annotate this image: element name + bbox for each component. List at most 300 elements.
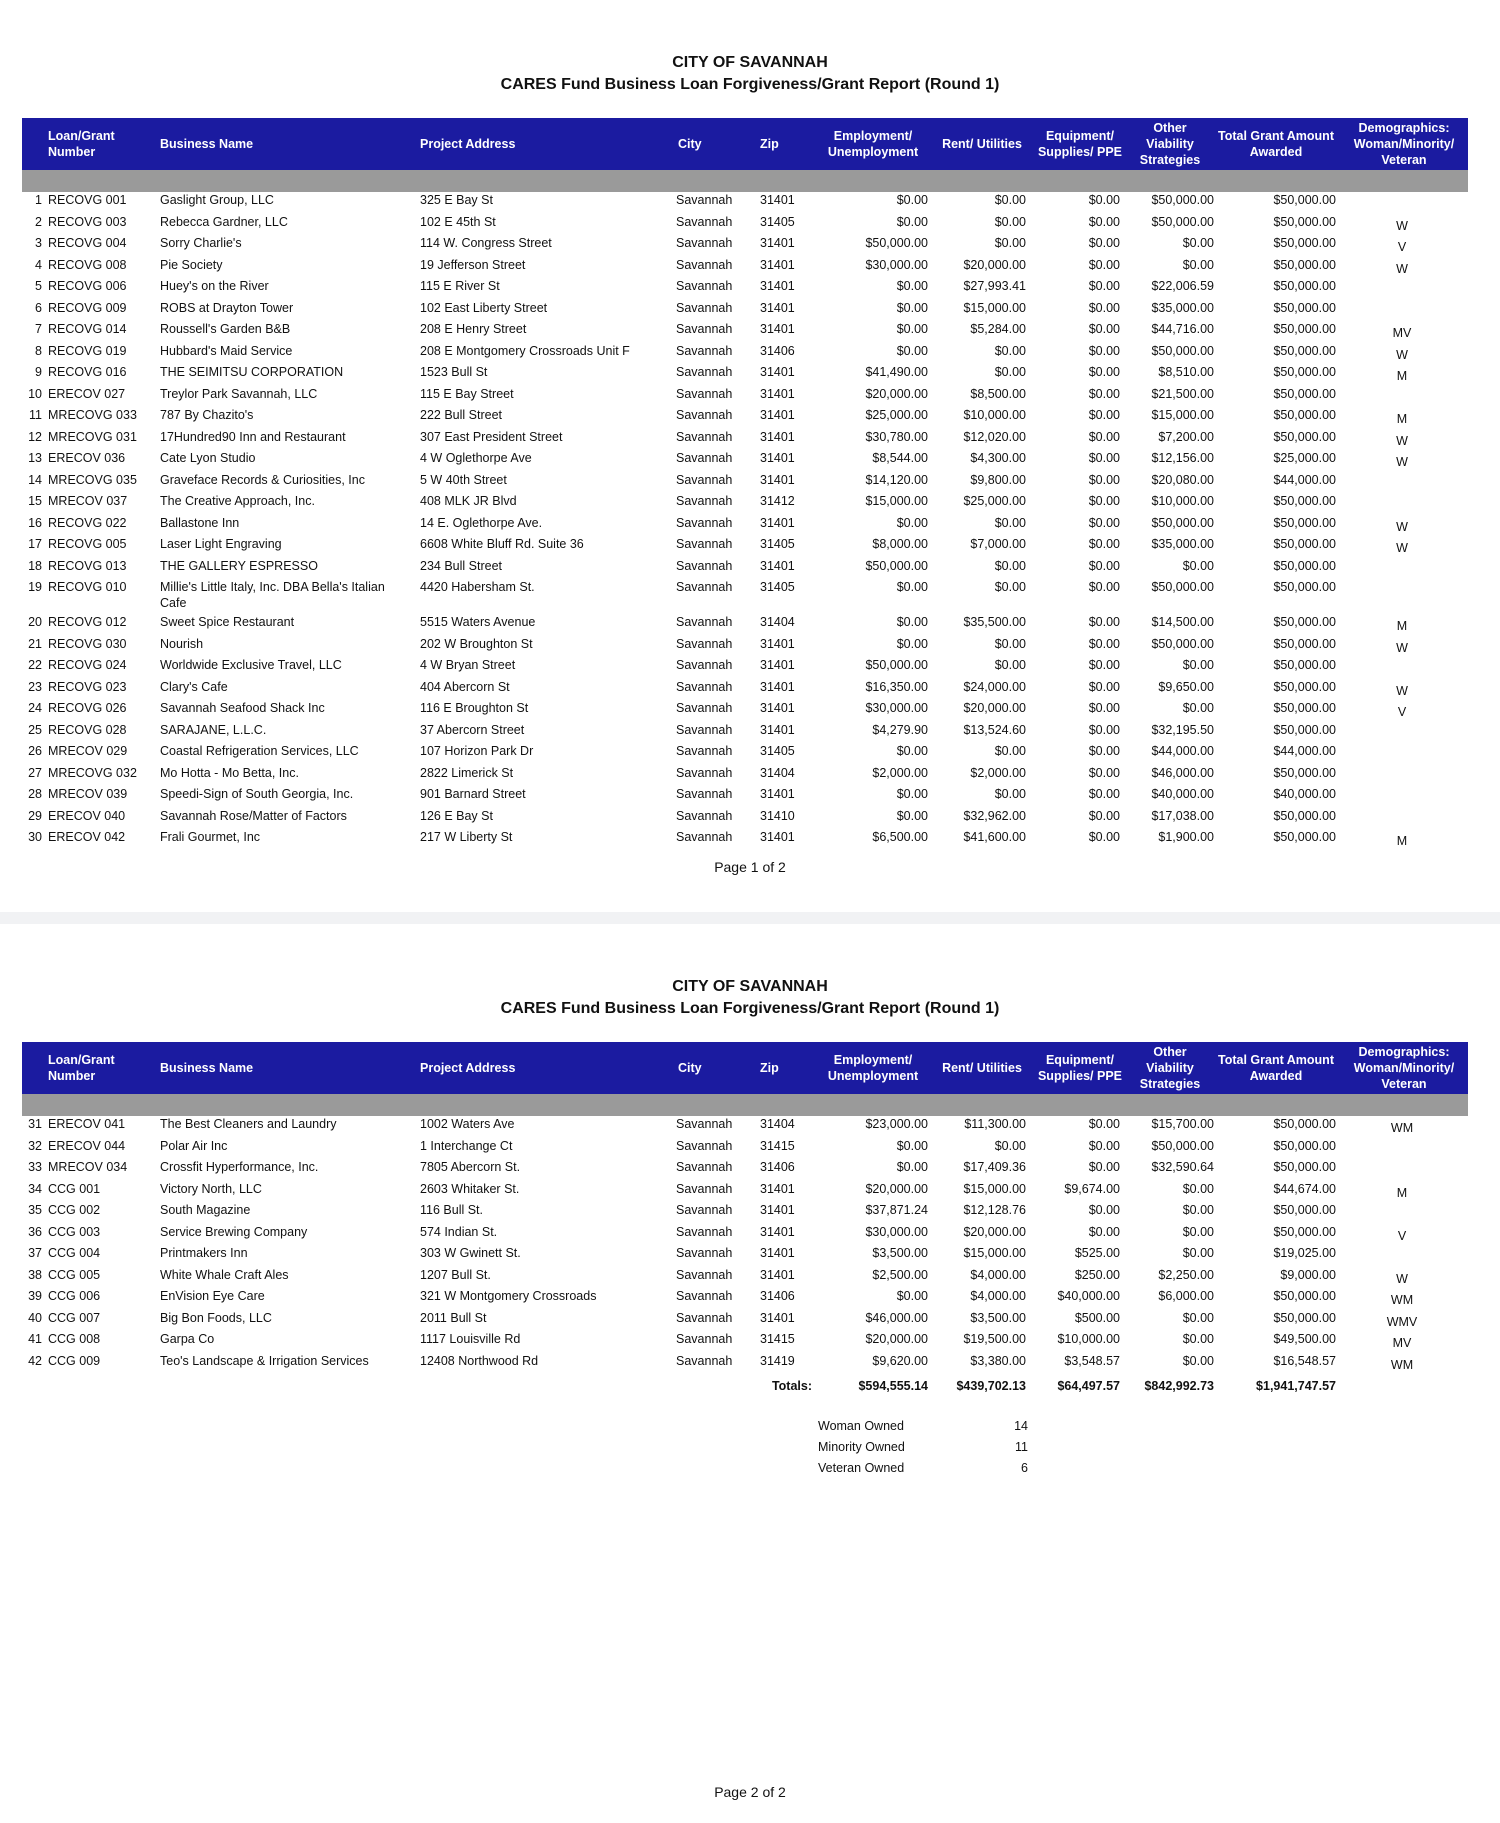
row-number: 28 — [28, 787, 42, 801]
project-address: 115 E Bay Street — [420, 386, 514, 401]
city: Savannah — [676, 472, 733, 487]
demographics: V — [1397, 705, 1407, 719]
business-name: Big Bon Foods, LLC — [160, 1310, 272, 1325]
project-address: 408 MLK JR Blvd — [420, 494, 517, 508]
equipment-amount: $0.00 — [1088, 236, 1120, 250]
employment-amount: $4,279.90 — [872, 722, 928, 737]
total-amount: $40,000.00 — [1273, 787, 1336, 801]
employment-amount: $2,500.00 — [872, 1267, 928, 1282]
equipment-amount: $0.00 — [1088, 386, 1120, 401]
project-address: 19 Jefferson Street — [420, 257, 526, 272]
city: Savannah — [676, 343, 733, 358]
employment-amount: $0.00 — [896, 300, 928, 315]
total-amount: $50,000.00 — [1273, 429, 1336, 444]
rent-amount: $27,993.41 — [963, 279, 1026, 293]
business-name: Polar Air Inc — [160, 1138, 228, 1153]
table-row — [0, 278, 1500, 300]
zip: 31405 — [760, 214, 795, 229]
other-amount: $0.00 — [1182, 1203, 1214, 1217]
demographics: W — [1396, 683, 1408, 698]
equipment-amount: $0.00 — [1088, 322, 1120, 336]
other-amount: $22,006.59 — [1151, 279, 1214, 293]
business-name: Sweet Spice Restaurant — [160, 615, 295, 629]
loan-number: RECOVG 010 — [48, 580, 127, 594]
employment-amount: $30,000.00 — [865, 257, 928, 272]
row-number: 8 — [35, 343, 42, 358]
loan-number: CCG 003 — [48, 1224, 101, 1239]
row-number: 17 — [28, 537, 42, 551]
loan-number: RECOVG 023 — [48, 679, 127, 694]
equipment-amount: $0.00 — [1088, 429, 1120, 444]
other-amount: $0.00 — [1182, 558, 1214, 573]
equipment-amount: $0.00 — [1088, 787, 1120, 801]
row-number: 41 — [28, 1332, 42, 1346]
other-amount: $0.00 — [1182, 236, 1214, 250]
employment-amount: $8,000.00 — [872, 537, 928, 551]
row-number: 27 — [28, 765, 42, 780]
row-number: 15 — [28, 494, 42, 508]
zip: 31404 — [760, 615, 795, 629]
business-name: Treylor Park Savannah, LLC — [160, 386, 318, 401]
loan-number: RECOVG 009 — [48, 300, 127, 315]
city: Savannah — [676, 808, 733, 823]
table-row — [0, 1331, 1500, 1353]
total-equipment: $64,497.57 — [1057, 1379, 1120, 1393]
city: Savannah — [676, 279, 733, 293]
totals-label: Totals: — [771, 1379, 812, 1393]
project-address: 107 Horizon Park Dr — [420, 744, 534, 758]
business-name: Service Brewing Company — [160, 1224, 308, 1239]
rent-amount: $17,409.36 — [963, 1160, 1026, 1174]
total-amount: $50,000.00 — [1273, 636, 1336, 651]
total-amount: $50,000.00 — [1273, 1310, 1336, 1325]
equipment-amount: $0.00 — [1088, 451, 1120, 465]
other-amount: $21,500.00 — [1151, 386, 1214, 401]
report-page-2 — [0, 924, 1500, 1823]
loan-number: CCG 001 — [48, 1181, 101, 1196]
loan-number: CCG 007 — [48, 1310, 101, 1325]
employment-amount: $0.00 — [896, 744, 928, 758]
other-amount: $50,000.00 — [1151, 214, 1214, 229]
employment-amount: $0.00 — [896, 515, 928, 530]
table-row — [0, 743, 1500, 765]
total-amount: $16,548.57 — [1273, 1353, 1336, 1368]
equipment-amount: $0.00 — [1088, 1138, 1120, 1153]
other-amount: $44,000.00 — [1151, 744, 1214, 758]
total-amount: $50,000.00 — [1273, 257, 1336, 272]
loan-number: RECOVG 016 — [48, 365, 127, 379]
row-number: 40 — [28, 1310, 42, 1325]
business-name: Victory North, LLC — [160, 1181, 262, 1196]
other-amount: $46,000.00 — [1151, 765, 1214, 780]
rent-amount: $0.00 — [994, 580, 1026, 594]
project-address: 2603 Whitaker St. — [420, 1181, 520, 1196]
rent-amount: $0.00 — [994, 193, 1026, 207]
row-number: 30 — [28, 830, 42, 844]
project-address: 12408 Northwood Rd — [420, 1353, 539, 1368]
other-amount: $0.00 — [1182, 257, 1214, 272]
zip: 31401 — [760, 1267, 795, 1282]
table-row — [0, 579, 1500, 614]
employment-amount: $30,000.00 — [865, 701, 928, 715]
project-address: 5515 Waters Avenue — [420, 615, 536, 629]
total-amount: $25,000.00 — [1273, 451, 1336, 465]
other-amount: $0.00 — [1182, 701, 1214, 715]
zip: 31401 — [760, 830, 795, 844]
zip: 31406 — [760, 1160, 795, 1174]
loan-number: RECOVG 028 — [48, 722, 127, 737]
city: Savannah — [676, 722, 733, 737]
other-amount: $9,650.00 — [1158, 679, 1214, 694]
business-name: Speedi-Sign of South Georgia, Inc. — [160, 787, 354, 801]
summary-value: 6 — [1021, 1461, 1028, 1475]
other-amount: $1,900.00 — [1158, 830, 1214, 844]
zip: 31412 — [760, 494, 795, 508]
zip: 31401 — [760, 1203, 795, 1217]
city: Savannah — [676, 830, 733, 844]
zip: 31415 — [760, 1332, 795, 1346]
project-address: 303 W Gwinett St. — [420, 1246, 521, 1260]
demographics: WMV — [1386, 1314, 1418, 1329]
zip: 31401 — [760, 257, 795, 272]
city: Savannah — [676, 1310, 733, 1325]
other-amount: $17,038.00 — [1151, 808, 1214, 823]
city: Savannah — [676, 193, 733, 207]
employment-amount: $0.00 — [896, 580, 928, 594]
col-demographics: Demographics: Woman/Minority/ Veteran — [1353, 1045, 1455, 1091]
other-amount: $0.00 — [1182, 1332, 1214, 1346]
table-row — [0, 1116, 1500, 1138]
city: Savannah — [676, 787, 733, 801]
business-name: 17Hundred90 Inn and Restaurant — [160, 429, 346, 444]
other-amount: $50,000.00 — [1151, 343, 1214, 358]
equipment-amount: $0.00 — [1088, 701, 1120, 715]
total-rent: $439,702.13 — [956, 1379, 1026, 1393]
business-name: Savannah Rose/Matter of Factors — [160, 808, 347, 823]
rent-amount: $0.00 — [994, 658, 1026, 672]
business-name: Roussell's Garden B&B — [160, 322, 291, 336]
table-row — [0, 1267, 1500, 1289]
equipment-amount: $0.00 — [1088, 1117, 1120, 1131]
city: Savannah — [676, 429, 733, 444]
demographics: MV — [1392, 1336, 1412, 1350]
loan-number: RECOVG 030 — [48, 636, 127, 651]
total-amount: $50,000.00 — [1273, 830, 1336, 844]
total-amount: $50,000.00 — [1273, 343, 1336, 358]
city: Savannah — [676, 1117, 733, 1131]
zip: 31401 — [760, 279, 795, 293]
total-amount: $50,000.00 — [1273, 558, 1336, 573]
equipment-amount: $0.00 — [1088, 515, 1120, 530]
table-row — [0, 765, 1500, 787]
business-name: Crossfit Hyperformance, Inc. — [160, 1160, 319, 1174]
demographics: WM — [1390, 1121, 1414, 1135]
rent-amount: $2,000.00 — [970, 765, 1026, 780]
business-name: Millie's Little Italy, Inc. DBA Bella's Italian Cafe — [160, 580, 385, 610]
business-name: Ballastone Inn — [160, 515, 240, 530]
equipment-amount: $0.00 — [1088, 558, 1120, 573]
employment-amount: $0.00 — [896, 1160, 928, 1174]
other-amount: $6,000.00 — [1158, 1289, 1214, 1303]
row-number: 25 — [28, 722, 42, 737]
loan-number: RECOVG 004 — [48, 236, 127, 250]
col-zip: Zip — [760, 1061, 779, 1075]
loan-number: CCG 008 — [48, 1332, 101, 1346]
other-amount: $8,510.00 — [1158, 365, 1214, 379]
row-number: 11 — [29, 408, 42, 422]
city: Savannah — [676, 765, 733, 780]
project-address: 208 E Henry Street — [420, 322, 527, 336]
project-address: 4 W Oglethorpe Ave — [420, 451, 532, 465]
equipment-amount: $0.00 — [1088, 214, 1120, 229]
loan-number: MRECOVG 033 — [48, 408, 137, 422]
other-amount: $10,000.00 — [1151, 494, 1214, 508]
project-address: 208 E Montgomery Crossroads Unit F — [420, 343, 630, 358]
report-subtitle: CARES Fund Business Loan Forgiveness/Grant Report (Round 1) — [500, 1000, 1000, 1017]
other-amount: $20,080.00 — [1151, 472, 1214, 487]
employment-amount: $0.00 — [896, 322, 928, 336]
business-name: Clary's Cafe — [160, 679, 228, 694]
table-row — [0, 636, 1500, 658]
employment-amount: $30,000.00 — [865, 1224, 928, 1239]
employment-amount: $37,871.24 — [865, 1203, 928, 1217]
equipment-amount: $250.00 — [1074, 1267, 1120, 1282]
project-address: 217 W Liberty St — [420, 830, 513, 844]
col-business-name: Business Name — [160, 1061, 254, 1075]
col-rent: Rent/ Utilities — [942, 137, 1022, 151]
demographics: M — [1396, 412, 1408, 426]
loan-number: ERECOV 040 — [48, 808, 126, 823]
col-rent: Rent/ Utilities — [942, 1061, 1022, 1075]
total-amount: $19,025.00 — [1273, 1246, 1336, 1260]
col-project-address: Project Address — [420, 137, 516, 151]
project-address: 202 W Broughton St — [420, 636, 533, 651]
table-row — [0, 700, 1500, 722]
business-name: EnVision Eye Care — [160, 1289, 265, 1303]
business-name: Pie Society — [160, 257, 223, 272]
total-amount: $44,674.00 — [1273, 1181, 1336, 1196]
zip: 31401 — [760, 701, 795, 715]
rent-amount: $13,524.60 — [963, 722, 1026, 737]
city: Savannah — [676, 580, 733, 594]
total-amount: $50,000.00 — [1273, 494, 1336, 508]
col-total: Total Grant Amount Awarded — [1218, 1053, 1334, 1083]
city: Savannah — [676, 658, 733, 672]
zip: 31404 — [760, 765, 795, 780]
table-row — [0, 386, 1500, 408]
equipment-amount: $0.00 — [1088, 1224, 1120, 1239]
row-number: 13 — [28, 451, 42, 465]
city: Savannah — [676, 322, 733, 336]
employment-amount: $0.00 — [896, 808, 928, 823]
other-amount: $12,156.00 — [1151, 451, 1214, 465]
demographics: W — [1396, 640, 1408, 655]
page-separator — [0, 912, 1500, 924]
loan-number: MRECOV 034 — [48, 1160, 128, 1174]
equipment-amount: $0.00 — [1088, 537, 1120, 551]
rent-amount: $32,962.00 — [963, 808, 1026, 823]
city: Savannah — [676, 214, 733, 229]
header-shade-bar — [22, 170, 1468, 192]
employment-amount: $20,000.00 — [865, 386, 928, 401]
loan-number: CCG 002 — [48, 1203, 101, 1217]
city: Savannah — [676, 1224, 733, 1239]
rent-amount: $11,300.00 — [964, 1117, 1026, 1131]
project-address: 1002 Waters Ave — [420, 1117, 515, 1131]
demographics: WM — [1390, 1293, 1414, 1307]
table-row — [0, 192, 1500, 214]
total-other: $842,992.73 — [1144, 1379, 1214, 1393]
zip: 31401 — [760, 408, 795, 422]
zip: 31415 — [760, 1138, 795, 1153]
zip: 31401 — [760, 451, 795, 465]
rent-amount: $0.00 — [994, 787, 1026, 801]
table-row — [0, 614, 1500, 636]
employment-amount: $23,000.00 — [865, 1117, 928, 1131]
col-employment: Employment/ Unemployment — [827, 129, 919, 159]
business-name: Printmakers Inn — [160, 1246, 248, 1260]
rent-amount: $7,000.00 — [970, 537, 1026, 551]
zip: 31401 — [760, 386, 795, 401]
row-number: 23 — [28, 679, 42, 694]
business-name: Gaslight Group, LLC — [160, 193, 274, 207]
table-row — [0, 1310, 1500, 1332]
employment-amount: $0.00 — [896, 343, 928, 358]
city: Savannah — [676, 1203, 733, 1217]
row-number: 16 — [28, 515, 42, 530]
row-number: 22 — [28, 658, 42, 672]
employment-amount: $8,544.00 — [872, 451, 928, 465]
table-row — [0, 829, 1500, 851]
city: Savannah — [676, 1289, 733, 1303]
row-number: 3 — [35, 236, 42, 250]
row-number: 34 — [28, 1181, 42, 1196]
table-row — [0, 1159, 1500, 1181]
rent-amount: $0.00 — [994, 214, 1026, 229]
loan-number: MRECOV 037 — [48, 494, 128, 508]
total-amount: $50,000.00 — [1273, 515, 1336, 530]
zip: 31401 — [760, 1310, 795, 1325]
business-name: Garpa Co — [160, 1332, 215, 1346]
summary-veteran-owned — [818, 1461, 1028, 1482]
rent-amount: $0.00 — [994, 744, 1026, 758]
total-amount: $50,000.00 — [1273, 1289, 1336, 1303]
employment-amount: $0.00 — [896, 636, 928, 651]
equipment-amount: $40,000.00 — [1057, 1289, 1120, 1303]
rent-amount: $35,500.00 — [963, 615, 1026, 629]
total-amount: $50,000.00 — [1273, 193, 1336, 207]
rent-amount: $25,000.00 — [963, 494, 1026, 508]
employment-amount: $0.00 — [896, 1289, 928, 1303]
loan-number: RECOVG 014 — [48, 322, 127, 336]
zip: 31401 — [760, 429, 795, 444]
business-name: Mo Hotta - Mo Betta, Inc. — [160, 765, 299, 780]
rent-amount: $19,500.00 — [963, 1332, 1026, 1346]
table-row — [0, 722, 1500, 744]
loan-number: ERECOV 042 — [48, 830, 126, 844]
project-address: 1 Interchange Ct — [420, 1138, 513, 1153]
table-row — [0, 407, 1500, 429]
row-number: 18 — [28, 558, 42, 573]
project-address: 116 Bull St. — [420, 1203, 484, 1217]
equipment-amount: $0.00 — [1088, 615, 1120, 629]
business-name: South Magazine — [160, 1203, 251, 1217]
employment-amount: $0.00 — [896, 615, 928, 629]
demographics: W — [1396, 455, 1408, 469]
summary-label: Minority Owned — [818, 1440, 905, 1454]
row-number: 37 — [28, 1246, 42, 1260]
zip: 31401 — [760, 787, 795, 801]
loan-number: ERECOV 041 — [48, 1117, 126, 1131]
rent-amount: $20,000.00 — [963, 257, 1026, 272]
project-address: 14 E. Oglethorpe Ave. — [420, 515, 543, 530]
employment-amount: $0.00 — [896, 1138, 928, 1153]
employment-amount: $9,620.00 — [872, 1353, 928, 1368]
loan-number: RECOVG 026 — [48, 701, 127, 715]
project-address: 7805 Abercorn St. — [420, 1160, 521, 1174]
business-name: Rebecca Gardner, LLC — [160, 214, 288, 229]
project-address: 1523 Bull St — [420, 365, 488, 379]
other-amount: $32,195.50 — [1151, 722, 1214, 737]
other-amount: $50,000.00 — [1151, 636, 1214, 651]
rent-amount: $0.00 — [994, 558, 1026, 573]
report-subtitle: CARES Fund Business Loan Forgiveness/Grant Report (Round 1) — [500, 76, 1000, 93]
business-name: THE SEIMITSU CORPORATION — [160, 365, 344, 379]
demographics: W — [1396, 218, 1408, 233]
table-row — [0, 321, 1500, 343]
zip: 31419 — [760, 1353, 795, 1368]
table-row — [0, 214, 1500, 236]
total-amount: $50,000.00 — [1273, 365, 1336, 379]
other-amount: $0.00 — [1182, 658, 1214, 672]
loan-number: RECOVG 003 — [48, 214, 127, 229]
col-city: City — [678, 1061, 702, 1075]
zip: 31401 — [760, 722, 795, 737]
col-city: City — [678, 137, 702, 151]
row-number: 5 — [35, 279, 42, 293]
row-number: 32 — [28, 1138, 42, 1153]
row-number: 2 — [35, 214, 42, 229]
loan-number: MRECOVG 035 — [48, 472, 137, 487]
loan-number: ERECOV 027 — [48, 386, 126, 401]
city: Savannah — [676, 1353, 733, 1368]
rent-amount: $24,000.00 — [963, 679, 1026, 694]
zip: 31401 — [760, 322, 795, 336]
loan-number: RECOVG 019 — [48, 343, 127, 358]
row-number: 1 — [35, 193, 42, 207]
equipment-amount: $0.00 — [1088, 830, 1120, 844]
equipment-amount: $0.00 — [1088, 494, 1120, 508]
col-total: Total Grant Amount Awarded — [1218, 129, 1334, 159]
business-name: Graveface Records & Curiosities, Inc — [160, 472, 365, 487]
city: Savannah — [676, 1138, 733, 1153]
business-name: Huey's on the River — [160, 279, 269, 293]
project-address: 404 Abercorn St — [420, 679, 510, 694]
city: Savannah — [676, 1160, 733, 1174]
zip: 31401 — [760, 515, 795, 530]
city: Savannah — [676, 386, 733, 401]
table-row — [0, 657, 1500, 679]
col-loan-number: Loan/Grant Number — [48, 129, 115, 159]
other-amount: $2,250.00 — [1158, 1267, 1214, 1282]
loan-number: ERECOV 044 — [48, 1138, 126, 1153]
rent-amount: $41,600.00 — [963, 830, 1026, 844]
other-amount: $14,500.00 — [1151, 615, 1214, 629]
table-row — [0, 1353, 1500, 1375]
col-employment: Employment/ Unemployment — [827, 1053, 919, 1083]
city: Savannah — [676, 1267, 733, 1282]
row-number: 33 — [28, 1160, 42, 1174]
